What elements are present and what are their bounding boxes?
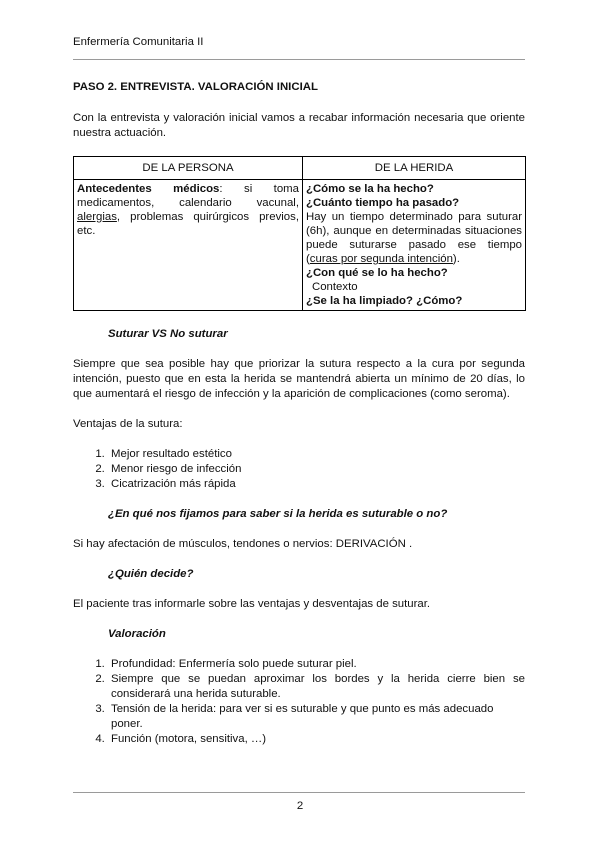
header-title: Enfermería Comunitaria II bbox=[73, 36, 204, 48]
valoracion-heading: Valoración bbox=[108, 628, 166, 640]
antecedentes-label: Antecedentes médicos bbox=[77, 183, 220, 195]
antecedentes-text-b: , problemas quirúrgicos previos, etc. bbox=[77, 211, 299, 237]
list-item: 4. Función (motora, sensitiva, …) bbox=[108, 732, 525, 747]
question-cuanto: ¿Cuánto tiempo ha pasado? bbox=[306, 197, 460, 209]
cell-persona bbox=[74, 180, 303, 311]
footer-rule bbox=[73, 792, 525, 793]
decide-question: ¿Quién decide? bbox=[108, 568, 194, 580]
list-item: 2. Siempre que se puedan aproximar los bordes y la herida cierre bien se considerará una herida suturable. bbox=[108, 672, 525, 702]
tiempo-text-a: Hay un tiempo determinado para suturar (6h), aunque en determinadas situaciones puede suturarse pasado ese tiempo ( bbox=[306, 211, 522, 265]
intro-paragraph: Con la entrevista y valoración inicial vamos a recabar información necesaria que oriente nuestra actuación. bbox=[73, 112, 525, 139]
list-item: 1. Profundidad: Enfermería solo puede suturar piel. bbox=[108, 657, 525, 672]
page-number: 2 bbox=[296, 800, 304, 812]
suturable-question: ¿En qué nos fijamos para saber si la herida es suturable o no? bbox=[108, 508, 448, 520]
suturar-paragraph: Siempre que sea posible hay que priorizar la sutura respecto a la cura por segunda intención, puesto que en esta la herida se mantendrá abierta un mínimo de 20 días, lo que aumentará el riesgo de infección y la aparición de complicaciones (como seroma). bbox=[73, 358, 525, 400]
question-con-que: ¿Con qué se lo ha hecho? bbox=[306, 267, 448, 279]
valoracion-list bbox=[73, 657, 525, 747]
page-content bbox=[73, 80, 525, 747]
suturable-answer: Si hay afectación de músculos, tendones o nervios: DERIVACIÓN . bbox=[73, 538, 413, 550]
table-body-row bbox=[74, 180, 526, 311]
antecedentes-text-a: : si toma medicamentos, calendario vacunal, bbox=[77, 183, 300, 209]
ventajas-label: Ventajas de la sutura: bbox=[73, 418, 183, 430]
decide-answer: El paciente tras informarle sobre las ventajas y desventajas de suturar. bbox=[73, 598, 431, 610]
question-como: ¿Cómo se la ha hecho? bbox=[306, 183, 434, 195]
tiempo-text-b: ). bbox=[452, 253, 460, 265]
curas-text: curas por segunda intención bbox=[309, 253, 453, 265]
table-header-row bbox=[74, 157, 526, 180]
col-header-herida: DE LA HERIDA bbox=[303, 157, 526, 180]
question-limpiado: ¿Se la ha limpiado? ¿Cómo? bbox=[306, 295, 463, 307]
suturar-heading: Suturar VS No suturar bbox=[108, 328, 228, 340]
list-item: 3. Tensión de la herida: para ver si es suturable y que punto es más adecuado poner. bbox=[108, 702, 525, 732]
section-heading: PASO 2. ENTREVISTA. VALORACIÓN INICIAL bbox=[73, 81, 318, 93]
alergias-text: alergias bbox=[77, 211, 117, 223]
col-header-persona: DE LA PERSONA bbox=[74, 157, 303, 180]
assessment-table bbox=[73, 156, 526, 311]
list-item: 2. Menor riesgo de infección bbox=[108, 462, 525, 477]
tiempo-text bbox=[306, 210, 522, 266]
contexto-text: Contexto bbox=[312, 281, 358, 293]
header-rule bbox=[73, 59, 525, 60]
list-item: 3. Cicatrización más rápida bbox=[108, 477, 525, 492]
list-item: 1. Mejor resultado estético bbox=[108, 447, 525, 462]
cell-herida bbox=[303, 180, 526, 311]
ventajas-list bbox=[73, 447, 525, 492]
